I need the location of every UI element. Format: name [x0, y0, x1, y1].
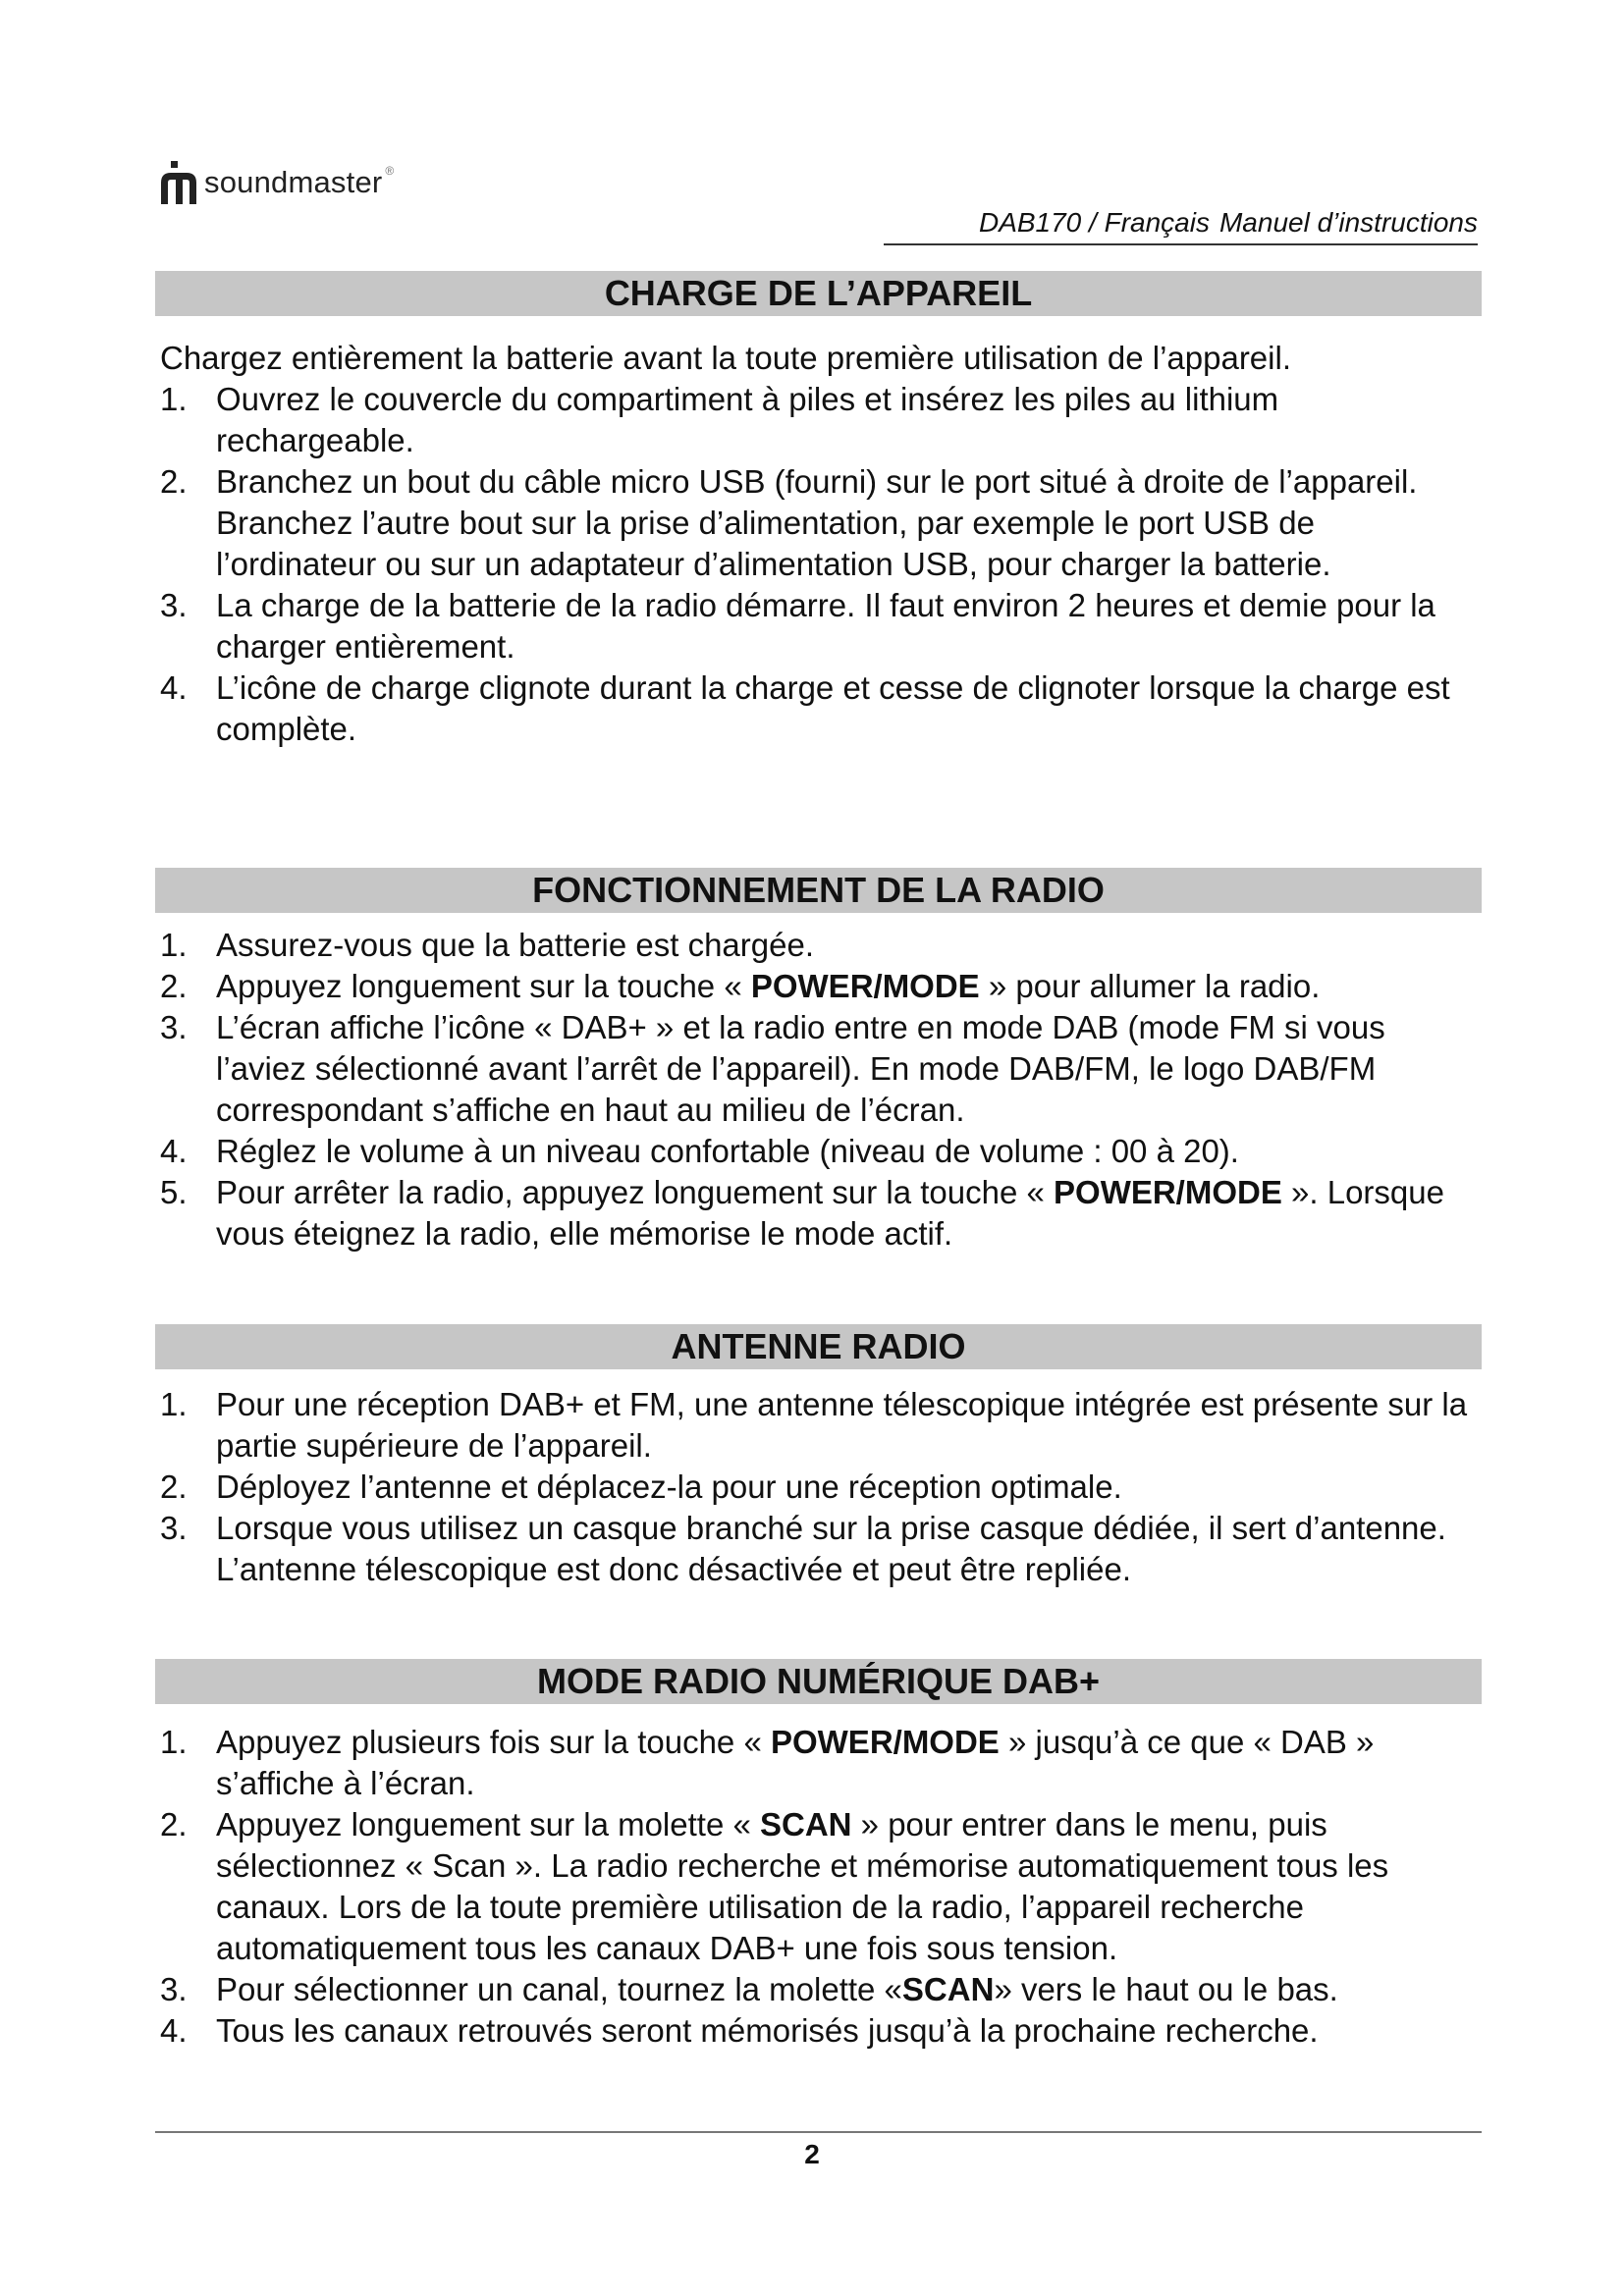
list-item: 2. Branchez un bout du câble micro USB (fourni) sur le port situé à droite de l’appareil. Branchez l’autre bout sur la prise d’alimentation, par exemple le port USB de l’ordinateur ou sur un adaptateur d’alimentation USB, pour charger la batterie. — [160, 463, 1418, 582]
steps-list — [160, 379, 1476, 750]
list-item: 4. L’icône de charge clignote durant la charge et cesse de clignoter lorsque la charge est complète. — [160, 669, 1450, 747]
list-item: 1. Assurez-vous que la batterie est chargée. — [160, 927, 815, 963]
section-body-antenne — [160, 1384, 1476, 1590]
list-item: 5. Pour arrêter la radio, appuyez longuement sur la touche « POWER/MODE ». Lorsque vous éteignez la radio, elle mémorise le mode actif. — [160, 1174, 1444, 1252]
list-item: 3. L’écran affiche l’icône « DAB+ » et la radio entre en mode DAB (mode FM si vous l’aviez sélectionné avant l’arrêt de l’appareil). En mode DAB/FM, le logo DAB/FM correspondant s’affiche en haut au milieu de l’écran. — [160, 1009, 1385, 1128]
section-body-dab — [160, 1722, 1476, 2052]
registered-mark: ® — [385, 164, 395, 178]
section-intro: Chargez entièrement la batterie avant la toute première utilisation de l’appareil. — [160, 340, 1291, 376]
steps-list — [160, 1384, 1476, 1590]
section-body-charge — [160, 338, 1476, 750]
list-item: 2. Déployez l’antenne et déplacez-la pour une réception optimale. — [160, 1468, 1122, 1505]
steps-list — [160, 925, 1476, 1255]
section-body-fonctionnement — [160, 925, 1476, 1255]
soundmaster-logo-icon — [157, 159, 200, 206]
section-title-dab: MODE RADIO NUMÉRIQUE DAB+ — [155, 1659, 1482, 1704]
list-item: 3. Pour sélectionner un canal, tournez la molette «SCAN» vers le haut ou le bas. — [160, 1971, 1338, 2007]
list-item: 2. Appuyez longuement sur la molette « SCAN » pour entrer dans le menu, puis sélectionnez « Scan ». La radio recherche et mémorise automatiquement tous les canaux. Lors de la toute première utilisation de la radio, l’appareil recherche automatiquement tous les canaux DAB+ une fois sous tension. — [160, 1806, 1389, 1966]
steps-list — [160, 1722, 1476, 2052]
footer-divider — [155, 2131, 1482, 2133]
document-type: Manuel d’instructions — [1218, 207, 1478, 238]
section-title-fonctionnement: FONCTIONNEMENT DE LA RADIO — [155, 868, 1482, 913]
list-item: 3. Lorsque vous utilisez un casque branché sur la prise casque dédiée, il sert d’antenne. L’antenne télescopique est donc désactivée et peut être repliée. — [160, 1510, 1446, 1587]
list-item: 1. Appuyez plusieurs fois sur la touche « POWER/MODE » jusqu’à ce que « DAB » s’affiche à l’écran. — [160, 1724, 1375, 1801]
section-title-charge: CHARGE DE L’APPAREIL — [155, 271, 1482, 316]
page-number: 2 — [804, 2139, 820, 2169]
model-language: DAB170 / Français — [978, 207, 1210, 238]
list-item: 3. La charge de la batterie de la radio démarre. Il faut environ 2 heures et demie pour la charger entièrement. — [160, 587, 1435, 665]
list-item: 1. Pour une réception DAB+ et FM, une antenne télescopique intégrée est présente sur la partie supérieure de l’appareil. — [160, 1386, 1468, 1464]
list-item: 4. Réglez le volume à un niveau confortable (niveau de volume : 00 à 20). — [160, 1133, 1239, 1169]
list-item: 1. Ouvrez le couvercle du compartiment à piles et insérez les piles au lithium rechargeable. — [160, 381, 1279, 458]
list-item: 4. Tous les canaux retrouvés seront mémorisés jusqu’à la prochaine recherche. — [160, 2012, 1319, 2049]
brand-name: soundmaster — [204, 165, 383, 199]
list-item: 2. Appuyez longuement sur la touche « POWER/MODE » pour allumer la radio. — [160, 968, 1321, 1004]
section-title-antenne: ANTENNE RADIO — [155, 1324, 1482, 1369]
brand-logo — [157, 157, 394, 208]
document-header — [884, 206, 1478, 245]
